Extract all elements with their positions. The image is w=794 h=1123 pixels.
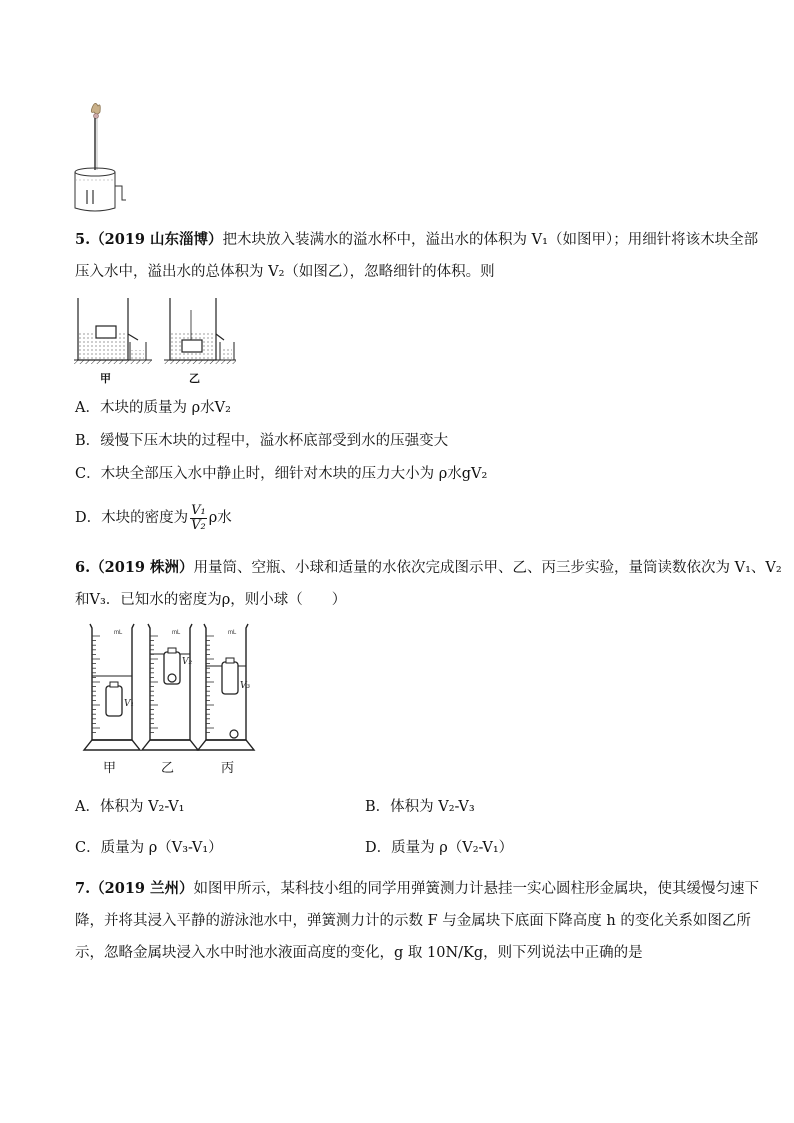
q5-option-d-denominator: V₂ — [191, 517, 206, 533]
cyl-reading-jia: V₁ — [124, 699, 135, 709]
q6-line1: 用量筒、空瓶、小球和适量的水依次完成图示甲、乙、丙三步实验，量筒读数依次为 V₁、V₂ — [193, 560, 782, 576]
q5-fig-label-jia: 甲 — [100, 372, 111, 385]
q6-fig-label-jia: 甲 — [103, 761, 117, 776]
q5-option-d-prefix: D．木块的密度为 — [75, 510, 189, 526]
q6-cylinders-figure — [84, 622, 274, 754]
q6-fig-label-bing: 丙 — [221, 761, 235, 776]
q5-stem — [75, 224, 759, 288]
beaker-rod-figure — [70, 100, 130, 215]
q5-option-d-fraction — [190, 504, 207, 533]
cyl-unit-jia: mL — [114, 630, 123, 636]
q5-fig-label-yi: 乙 — [189, 372, 200, 385]
q7-line1: 如图甲所示，某科技小组的同学用弹簧测力计悬挂一实心圆柱形金属块，使其缓慢匀速下 — [193, 881, 760, 897]
q7-stem — [75, 873, 775, 969]
q5-overflow-cups-figure — [74, 296, 234, 382]
q7-source: （2019 兰州） — [90, 880, 194, 897]
q6-number: 6. — [75, 559, 91, 576]
q6-source: （2019 株洲） — [90, 559, 194, 576]
cyl-reading-bing: V₃ — [240, 681, 251, 691]
q6-fig-label-yi: 乙 — [161, 761, 175, 776]
q5-option-a: A．木块的质量为 ρ水V₂ — [75, 400, 231, 416]
q6-option-d: D．质量为 ρ（V₂-V₁） — [365, 840, 514, 856]
cyl-unit-yi: mL — [172, 630, 181, 636]
q5-option-c: C．木块全部压入水中静止时，细针对木块的压力大小为 ρ水gV₂ — [75, 466, 488, 482]
cyl-reading-yi: V₂ — [182, 657, 193, 667]
q5-option-b: B．缓慢下压木块的过程中，溢水杯底部受到水的压强变大 — [75, 433, 449, 449]
q5-option-d-numerator: V₁ — [191, 502, 206, 518]
q6-option-b: B．体积为 V₂-V₃ — [365, 799, 475, 815]
q6-option-a: A．体积为 V₂-V₁ — [75, 799, 185, 815]
q6-stem — [75, 552, 782, 616]
q7-line3: 示，忽略金属块浸入水中时池水液面高度的变化，g 取 10N/Kg，则下列说法中正确的是 — [75, 945, 643, 961]
cyl-unit-bing: mL — [228, 630, 237, 636]
q5-line1: 把木块放入装满水的溢水杯中，溢出水的体积为 V₁（如图甲）；用细针将该木块全部 — [222, 232, 759, 248]
q6-option-c: C．质量为 ρ（V₃-V₁） — [75, 840, 223, 856]
q7-number: 7. — [75, 880, 91, 897]
q6-line2: 和V₃．已知水的密度为ρ，则小球（ ） — [75, 592, 347, 608]
q5-source: （2019 山东淄博） — [90, 231, 223, 248]
q5-option-d-suffix: ρ水 — [208, 510, 232, 526]
q7-line2: 降，并将其浸入平静的游泳池水中，弹簧测力计的示数 F 与金属块下底面下降高度 h 的变化关系如图乙所 — [75, 913, 751, 929]
q5-option-d — [75, 500, 232, 536]
q5-number: 5. — [75, 231, 91, 248]
q5-line2: 压入水中，溢出水的总体积为 V₂（如图乙），忽略细针的体积。则 — [75, 264, 495, 280]
